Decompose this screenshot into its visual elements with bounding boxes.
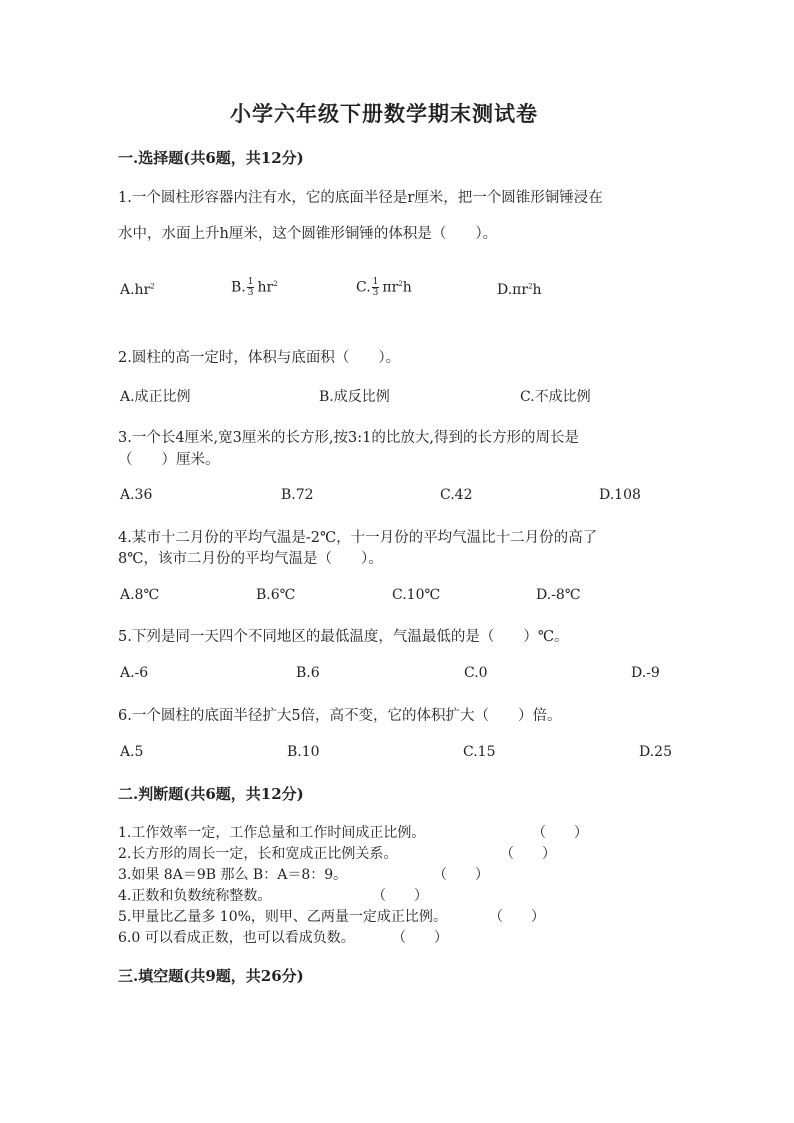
tf-answer-3[interactable]: （ ） <box>433 867 489 883</box>
section-heading-true-false: 二.判断题(共6题，共12分) <box>118 785 304 803</box>
option-d-tail: h <box>532 282 542 298</box>
fraction-numerator: 1 <box>247 277 254 287</box>
question-4-option-c[interactable]: C.10℃ <box>392 587 441 603</box>
question-2-option-c[interactable]: C.不成比例 <box>520 389 591 405</box>
question-5: 5.下列是同一天四个不同地区的最低温度，气温最低的是（ ）℃。 <box>118 629 569 645</box>
option-a-text: A.hr <box>120 282 151 298</box>
question-1-option-b[interactable] <box>231 277 278 298</box>
tf-item-2: 2.长方形的周长一定，长和宽成正比例关系。 <box>118 846 398 862</box>
tf-answer-2[interactable]: （ ） <box>500 846 556 862</box>
tf-item-4: 4.正数和负数统称整数。 <box>118 888 272 904</box>
question-4-option-d[interactable]: D.-8℃ <box>536 587 581 603</box>
question-5-option-b[interactable]: B.6 <box>296 665 320 681</box>
option-b-prefix: B. <box>231 279 246 296</box>
question-6-option-a[interactable]: A.5 <box>120 744 144 760</box>
fraction-denominator: 3 <box>247 288 254 298</box>
question-4-option-a[interactable]: A.8℃ <box>120 587 160 603</box>
option-c-exponent: 2 <box>398 279 403 288</box>
option-b-body: hr <box>257 279 274 296</box>
question-5-option-c[interactable]: C.0 <box>464 665 488 681</box>
tf-item-5: 5.甲量比乙量多 10%，则甲、乙两量一定成正比例。 <box>118 909 447 925</box>
question-3-line-1: 3.一个长4厘米,宽3厘米的长方形,按3:1的比放大,得到的长方形的周长是 <box>118 430 579 446</box>
fraction-denominator: 3 <box>372 288 379 298</box>
section-heading-choice: 一.选择题(共6题，共12分) <box>118 149 304 167</box>
question-3-line-2: （ ）厘米。 <box>118 452 220 468</box>
question-6-option-d[interactable]: D.25 <box>639 744 672 760</box>
tf-item-6: 6.0 可以看成正数，也可以看成负数。 <box>118 930 355 946</box>
option-c-body: πr <box>382 279 399 296</box>
tf-answer-5[interactable]: （ ） <box>489 909 545 925</box>
option-b-exponent: 2 <box>273 279 278 288</box>
option-b-fraction <box>247 277 255 298</box>
option-c-tail: h <box>402 279 412 296</box>
tf-item-3: 3.如果 8A＝9B 那么 B：A＝8：9。 <box>118 867 348 883</box>
question-1-option-a[interactable] <box>120 282 155 298</box>
tf-item-1: 1.工作效率一定，工作总量和工作时间成正比例。 <box>118 825 426 841</box>
option-c-prefix: C. <box>356 279 371 296</box>
question-2-option-b[interactable]: B.成反比例 <box>319 389 390 405</box>
question-6-option-c[interactable]: C.15 <box>463 744 496 760</box>
question-3-option-d[interactable]: D.108 <box>599 487 641 503</box>
question-1-line-2: 水中，水面上升h厘米，这个圆锥形铜锤的体积是（ ）。 <box>118 226 498 242</box>
question-5-option-a[interactable]: A.-6 <box>120 665 149 681</box>
question-5-option-d[interactable]: D.-9 <box>631 665 660 681</box>
question-2: 2.圆柱的高一定时，体积与底面积（ ）。 <box>118 350 401 366</box>
question-1-line-1: 1.一个圆柱形容器内注有水，它的底面半径是r厘米，把一个圆锥形铜锤浸在 <box>118 190 603 206</box>
question-3-option-a[interactable]: A.36 <box>120 487 153 503</box>
tf-answer-6[interactable]: （ ） <box>392 930 448 946</box>
question-4-line-1: 4.某市十二月份的平均气温是-2℃，十一月份的平均气温比十二月份的高了 <box>118 530 598 546</box>
question-1-option-c[interactable] <box>356 277 412 298</box>
question-4-line-2: 8℃，该市二月份的平均气温是（ ）。 <box>118 551 383 567</box>
option-d-text: D.πr <box>497 282 529 298</box>
question-3-option-c[interactable]: C.42 <box>440 487 473 503</box>
question-6: 6.一个圆柱的底面半径扩大5倍，高不变，它的体积扩大（ ）倍。 <box>118 708 562 724</box>
question-3-option-b[interactable]: B.72 <box>281 487 314 503</box>
option-d-exponent: 2 <box>528 282 533 291</box>
tf-answer-1[interactable]: （ ） <box>532 825 588 841</box>
question-4-option-b[interactable]: B.6℃ <box>256 587 296 603</box>
page-title: 小学六年级下册数学期末测试卷 <box>230 101 538 126</box>
section-heading-fill-in: 三.填空题(共9题，共26分) <box>118 967 304 985</box>
fraction-numerator: 1 <box>372 277 379 287</box>
tf-answer-4[interactable]: （ ） <box>372 888 428 904</box>
question-1-option-d[interactable] <box>497 282 542 298</box>
question-2-option-a[interactable]: A.成正比例 <box>120 389 191 405</box>
option-c-fraction <box>372 277 380 298</box>
option-a-exponent: 2 <box>150 282 155 291</box>
question-6-option-b[interactable]: B.10 <box>287 744 320 760</box>
